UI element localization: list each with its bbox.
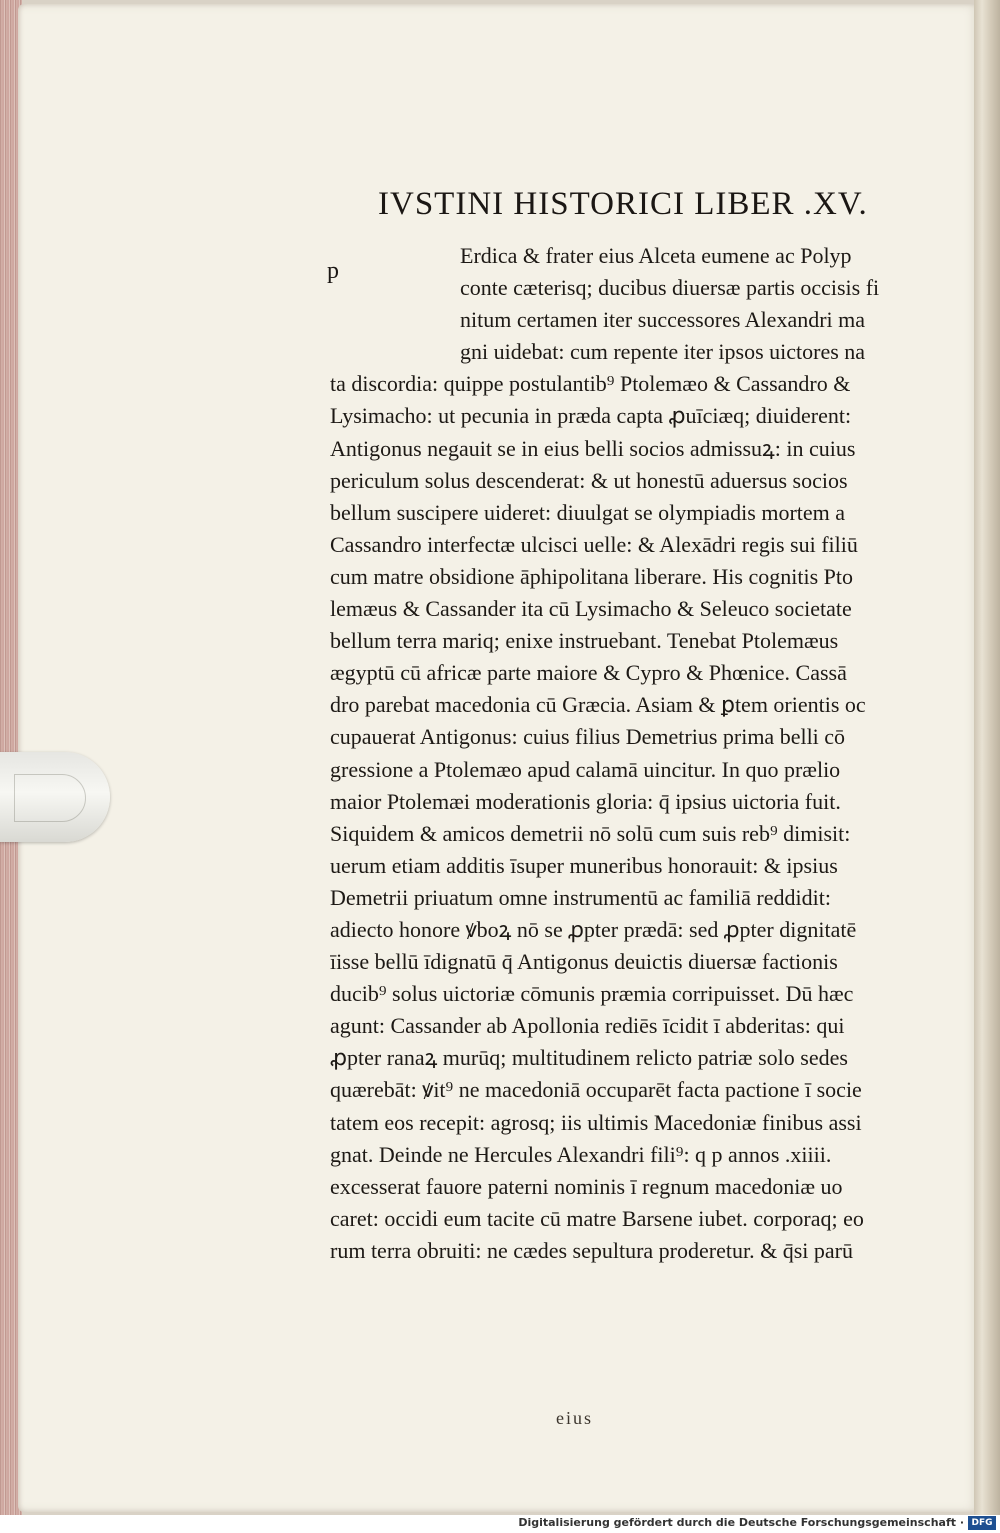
text-line: Lysimacho: ut pecunia in præda capta ꝓuīciæq; diuiderent:: [330, 403, 852, 429]
text-line: dro parebat macedonia cū Græcia. Asiam & ꝑtem orientis oc: [330, 692, 866, 718]
footer-credit: Digitalisierung gefördert durch die Deutsche Forschungsgemeinschaft ·: [518, 1516, 964, 1529]
book-clamp: [0, 752, 110, 842]
text-line: bellum terra mariq; enixe instruebant. Tenebat Ptolemæus: [330, 628, 839, 654]
text-line: ægyptū cū africæ parte maiore & Cypro & Phœnice. Cassā: [330, 660, 847, 686]
book-clamp-slot: [14, 774, 86, 822]
text-line: Antigonus negauit se in eius belli socios admissuꝝ: in cuius: [330, 435, 856, 461]
text-line: bellum suscipere uideret: diuulgat se olympiadis mortem a: [330, 499, 846, 525]
page-heading: IVSTINI HISTORICI LIBER .XV.: [378, 186, 868, 222]
text-line: Siquidem & amicos demetrii nō solū cum suis reb⁹ dimisit:: [330, 820, 851, 846]
text-line: quærebāt: ꝟit⁹ ne macedoniā occuparēt facta pactione ī socie: [330, 1077, 862, 1103]
text-line: Erdica & frater eius Alceta eumene ac Polyp: [460, 243, 852, 268]
text-line: rum terra obruiti: ne cædes sepultura proderetur. & q̄si parū: [330, 1237, 853, 1263]
text-line: cum matre obsidione āphipolitana liberare. His cognitis Pto: [330, 563, 853, 589]
text-line: cupauerat Antigonus: cuius filius Demetrius prima belli cō: [330, 724, 846, 750]
text-line: conte cæterisq; ducibus diuersæ partis occisis fi: [460, 275, 880, 301]
text-line: gressione a Ptolemæo apud calamā uincitur. In quo prælio: [330, 756, 841, 782]
text-line: caret: occidi eum tacite cū matre Barsene iubet. corporaq; eo: [330, 1205, 864, 1231]
initial-letter: p: [327, 258, 339, 284]
text-line: agunt: Cassander ab Apollonia rediēs īcidit ī abderitas: qui: [330, 1013, 845, 1039]
text-line: īisse bellū īdignatū q̄ Antigonus deuictis diuersæ factionis: [330, 949, 838, 975]
text-line: gni uidebat: cum repente iter ipsos uictores na: [460, 339, 866, 365]
text-line: ta discordia: quippe postulantib⁹ Ptolemæo & Cassandro &: [330, 371, 851, 397]
text-line: periculum solus descenderat: & ut honestū aduersus socios: [330, 467, 848, 493]
dfg-logo: DFG: [968, 1516, 996, 1530]
text-line: tatem eos recepit: agrosq; iis ultimis Macedoniæ finibus assi: [330, 1109, 862, 1135]
text-line: lemæus & Cassander ita cū Lysimacho & Seleuco societate: [330, 596, 852, 622]
text-line: excesserat fauore paterni nominis ī regnum macedoniæ uo: [330, 1173, 843, 1199]
text-line: maior Ptolemæi moderationis gloria: q̄ ipsius uictoria fuit.: [330, 788, 841, 814]
text-line: uerum etiam additis īsuper muneribus honorauit: & ipsius: [330, 852, 838, 878]
body-text: [330, 240, 915, 1267]
text-line: Demetrii priuatum omne instrumentū ac familiā reddidit:: [330, 884, 831, 910]
text-line: adiecto honore ꝟboꝝ nō se ꝓpter prædā: sed ꝓpter dignitatē: [330, 916, 857, 942]
signature-mark: eius: [556, 1408, 593, 1428]
text-line: gnat. Deinde ne Hercules Alexandri fili⁹: q p annos .xiiii.: [330, 1141, 832, 1167]
text-line: Cassandro interfectæ ulcisci uelle: & Alexādri regis sui filiū: [330, 531, 858, 557]
text-line: ꝓpter ranaꝝ murūq; multitudinem relicto patriæ solo sedes: [330, 1045, 848, 1071]
footer-bar: [0, 1515, 1000, 1533]
text-line: ducib⁹ solus uictoriæ cōmunis præmia corripuisset. Dū hæc: [330, 981, 854, 1007]
page-edge-right: [974, 0, 1000, 1515]
text-line: nitum certamen iter successores Alexandri ma: [460, 307, 866, 333]
